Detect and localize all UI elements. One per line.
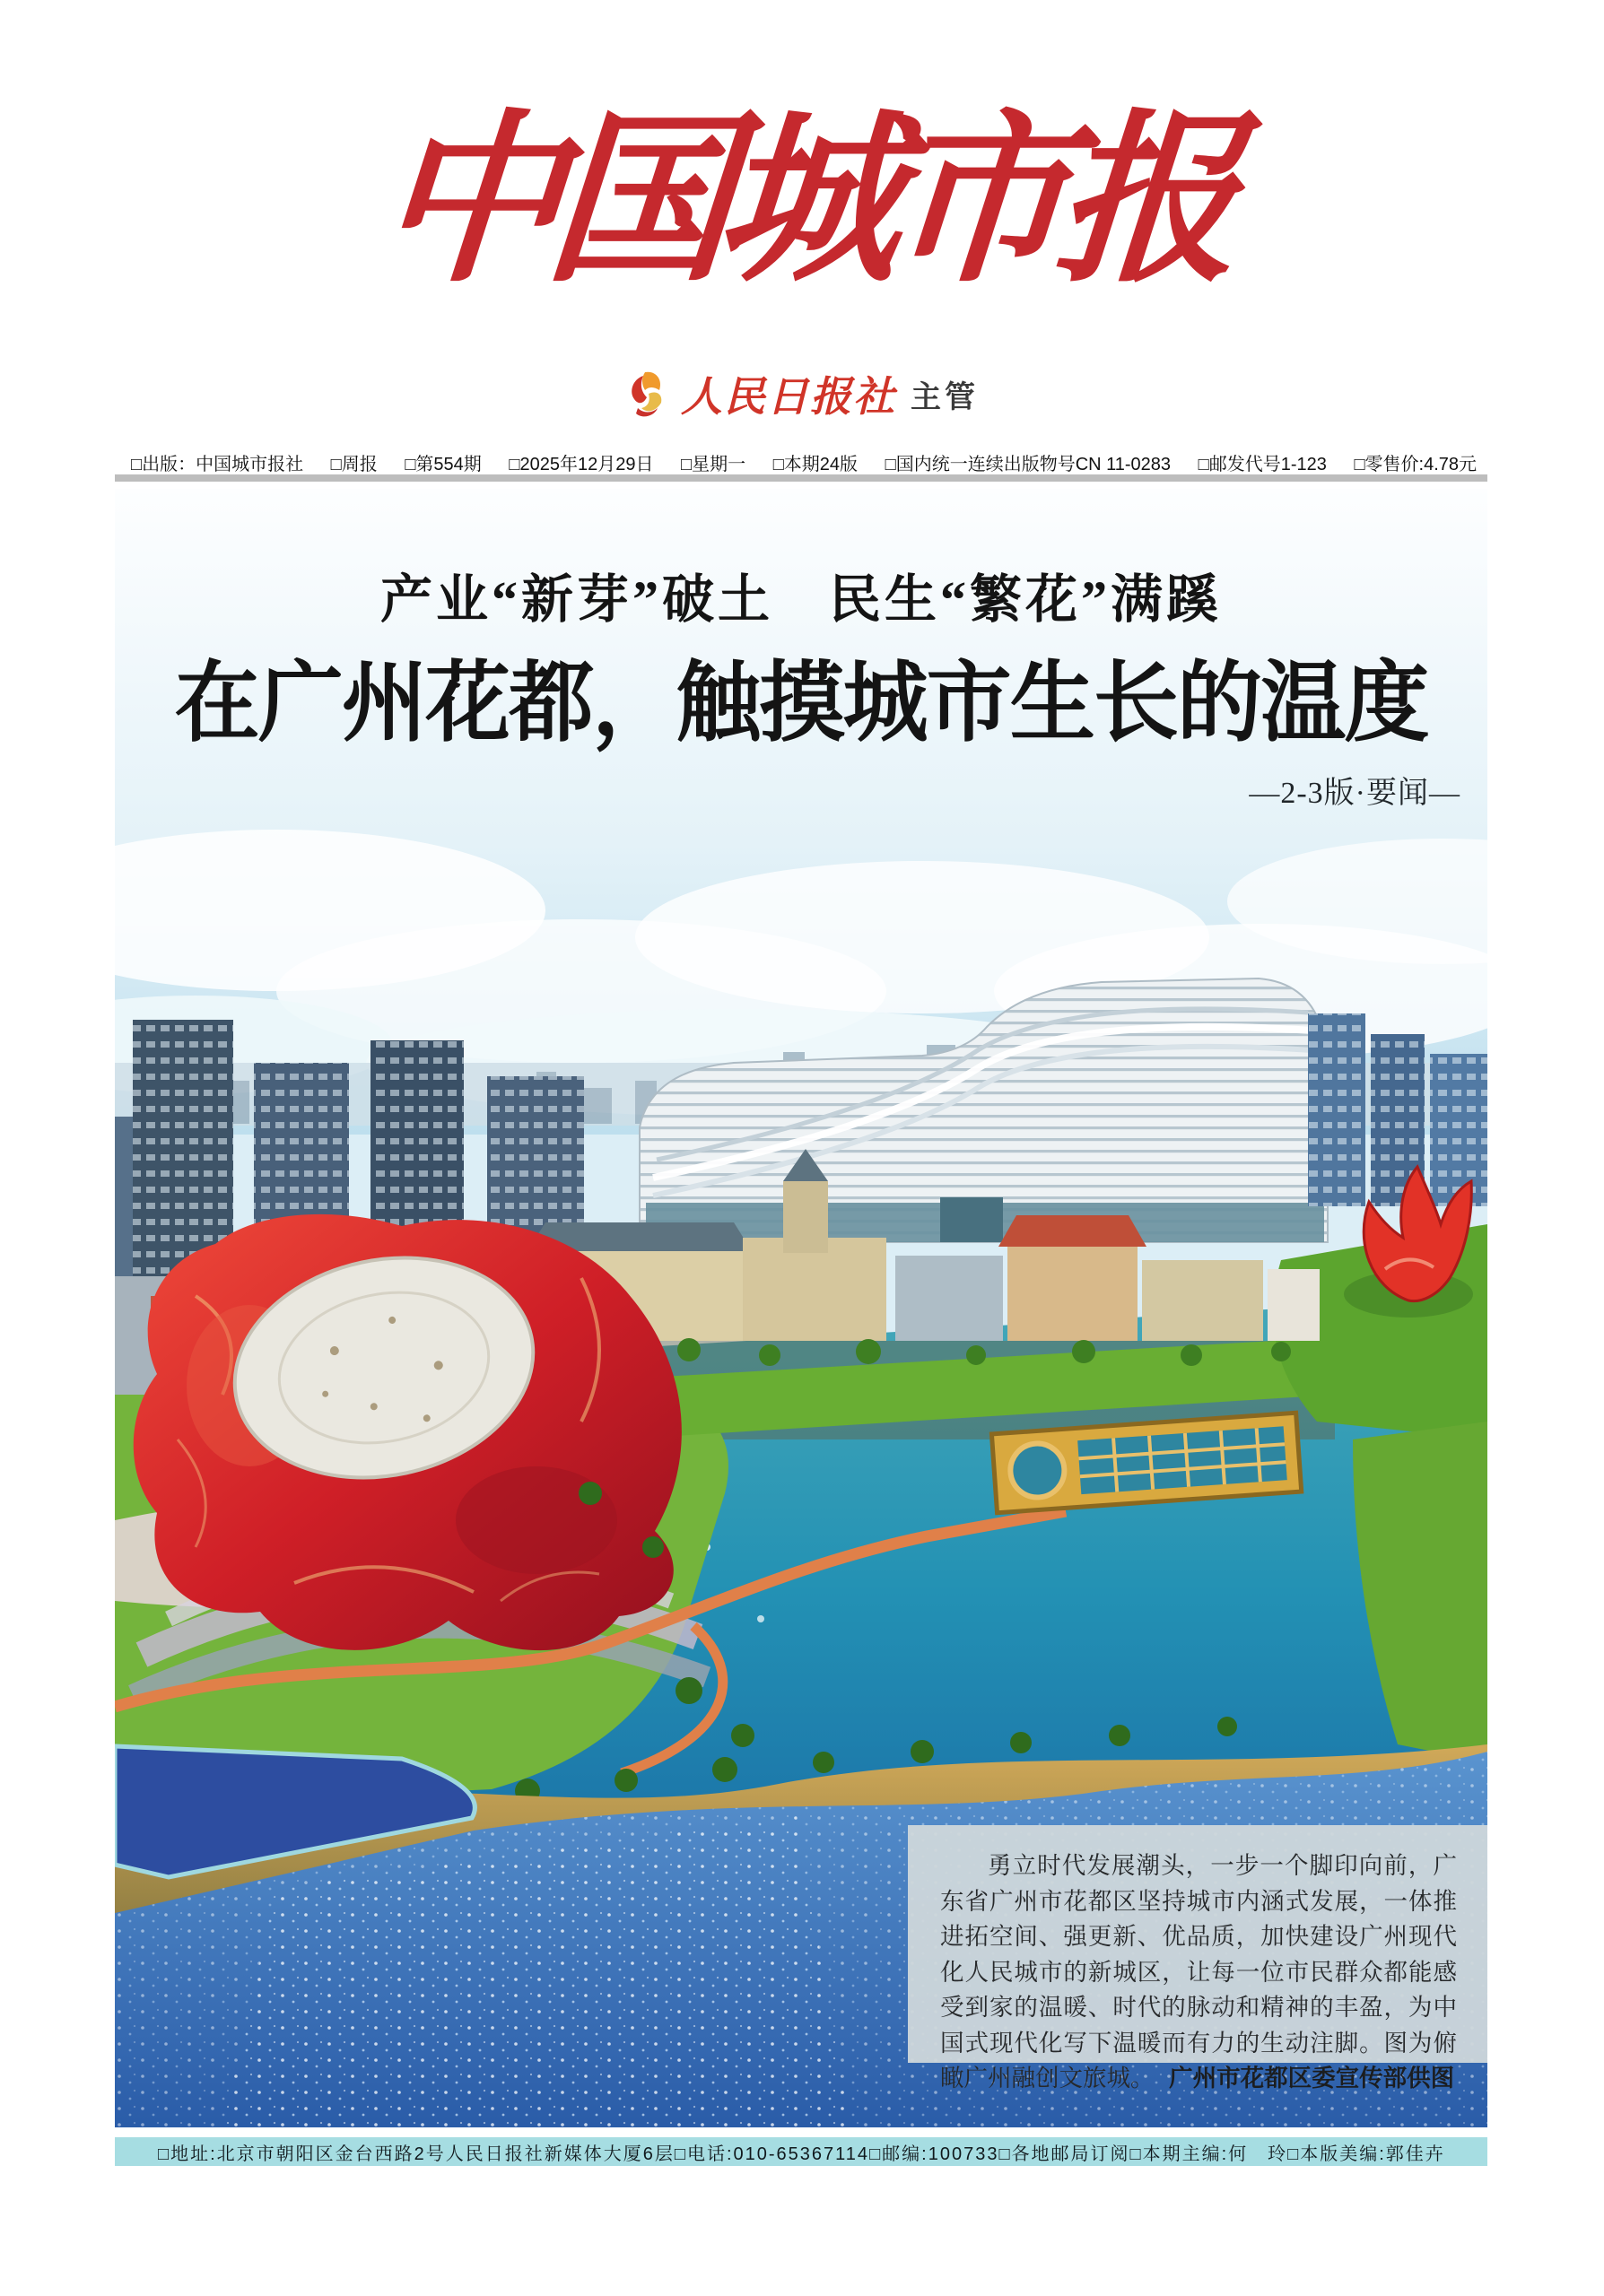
info-item-pages: □本期24版 — [772, 455, 859, 474]
front-page-photo — [115, 489, 1487, 2127]
info-item-issue-number: □第554期 — [405, 455, 482, 474]
footer-item-phone: □电话:010-65367114 — [674, 2144, 870, 2164]
publisher-line — [0, 366, 1604, 422]
footer-item-subscription: □各地邮局订阅 — [998, 2144, 1130, 2164]
page-reference: —2-3版·要闻— — [1249, 777, 1460, 810]
masthead-title: 中国城市报 — [370, 92, 1234, 308]
footer-item-address: □地址:北京市朝阳区金台西路2号人民日报社新媒体大厦6层 — [158, 2144, 675, 2164]
divider-rule — [115, 474, 1487, 482]
info-item-publisher: □出版：中国城市报社 — [131, 455, 304, 474]
footer-item-chief-editor: □本期主编:何 玲 — [1129, 2144, 1288, 2164]
info-item-postal-code: □邮发代号1-123 — [1198, 455, 1327, 474]
headline-kicker: 产业“新芽”破土 民生“繁花”满蹊 — [379, 570, 1222, 629]
info-item-frequency: □周报 — [330, 455, 378, 474]
info-item-weekday: □星期一 — [681, 455, 746, 474]
info-item-issn: □国内统一连续出版物号CN 11-0283 — [885, 455, 1172, 474]
info-item-price: □零售价:4.78元 — [1354, 455, 1477, 474]
people-daily-flame-icon — [625, 369, 667, 419]
publisher-name: 人民日报社 — [681, 372, 896, 421]
info-item-date: □2025年12月29日 — [509, 455, 654, 474]
contact-info-bar — [115, 2137, 1487, 2166]
headline-title: 在广州花都，触摸城市生长的温度 — [174, 656, 1428, 752]
caption-text: 勇立时代发展潮头，一步一个脚印向前，广东省广州市花都区坚持城市内涵式发展，一体推进拓空间、强更新、优品质，加快建设广州现代化人民城市的新城区，让每一位市民群众都能感受到家的温暖、时代的脉动和精神的丰盈，为中国式现代化写下温暖而有力的生动注脚。图为俯瞰广州融创文旅城。 — [940, 1852, 1457, 2092]
caption-credit: 广州市花都区委宣传部供图 — [1169, 2065, 1455, 2092]
grand-theater — [134, 1214, 682, 1650]
headline-block — [115, 568, 1487, 813]
supervisor-label: 主管 — [911, 379, 979, 414]
photo-caption-box — [908, 1825, 1487, 2092]
footer-item-zipcode: □邮编:100733 — [869, 2144, 999, 2164]
publication-info-bar — [131, 449, 1477, 475]
footer-item-art-editor: □本版美编:郭佳卉 — [1287, 2144, 1445, 2164]
